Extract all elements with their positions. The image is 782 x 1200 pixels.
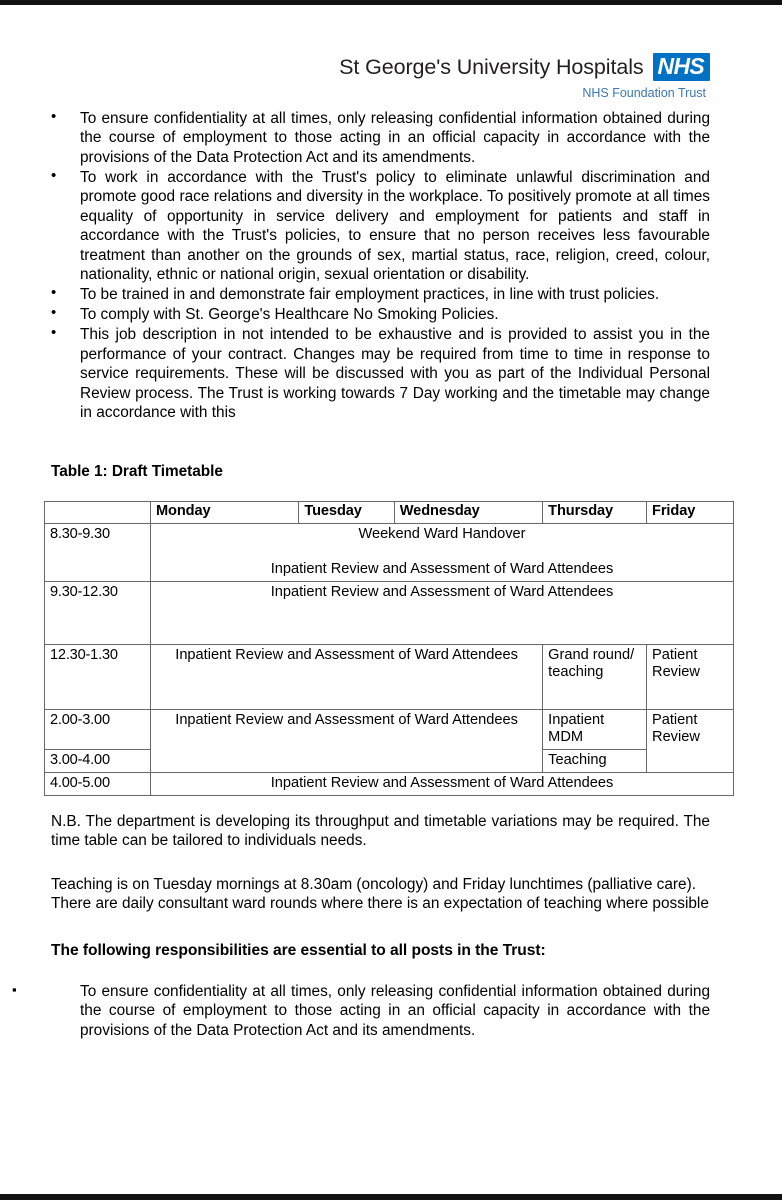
list-item: ▪ To ensure confidentiality at all times, only releasing confidential information obtained during the course of employment to those acting in an official capacity in accordance with the provisions of the Data Protection Act and its amendments. — [0, 982, 782, 1040]
row-thursday-cell: Inpatient MDM — [543, 709, 647, 750]
logo-row — [339, 53, 710, 81]
list-item: • To comply with St. George's Healthcare No Smoking Policies. — [0, 305, 782, 324]
document-body — [0, 109, 782, 1041]
nhs-logo-icon: NHS — [653, 53, 710, 81]
row-time: 3.00-4.00 — [45, 750, 151, 773]
timetable-wrapper — [0, 501, 782, 796]
row-time: 2.00-3.00 — [45, 709, 151, 750]
row-all-days-cell: Inpatient Review and Assessment of Ward Attendees — [150, 773, 733, 796]
column-header-thursday: Thursday — [543, 502, 647, 524]
column-header-blank — [45, 502, 151, 524]
list-item: • To ensure confidentiality at all times, only releasing confidential information obtained during the course of employment to those acting in an official capacity in accordance with the provisions of the Data Protection Act and its amendments. — [0, 109, 782, 167]
row-mon-wed-cell: Inpatient Review and Assessment of Ward Attendees — [150, 709, 542, 772]
draft-timetable — [44, 501, 734, 796]
row-friday-cell: Patient Review — [647, 644, 734, 709]
column-header-friday: Friday — [647, 502, 734, 524]
list-item: • This job description in not intended to be exhaustive and is provided to assist you in the performance of your contract. Changes may be required from time to time in response to service requirements. These will be discussed with you as part of the Individual Personal Review process. The Trust is working towards 7 Day working and the timetable may change in accordance with this — [0, 325, 782, 422]
table-row — [45, 709, 734, 750]
top-responsibilities-list — [0, 109, 782, 423]
teaching-note: Teaching is on Tuesday mornings at 8.30am (oncology) and Friday lunchtimes (palliative care). There are daily consultant ward rounds where there is an expectation of teaching where possible — [51, 875, 709, 913]
essential-responsibilities-heading: The following responsibilities are essential to all posts in the Trust: — [51, 941, 546, 959]
row-all-days-cell — [150, 524, 733, 582]
handover-text: Weekend Ward Handover — [358, 526, 526, 543]
column-header-wednesday: Wednesday — [394, 502, 542, 524]
table-caption: Table 1: Draft Timetable — [51, 463, 223, 481]
document-page — [0, 5, 782, 1194]
trust-logo-header — [0, 53, 782, 100]
row-time: 8.30-9.30 — [45, 524, 151, 582]
blank-line — [156, 544, 728, 561]
foundation-trust-label: NHS Foundation Trust — [582, 86, 706, 100]
row-friday-cell: Patient Review — [647, 709, 734, 772]
column-header-tuesday: Tuesday — [299, 502, 394, 524]
column-header-monday: Monday — [150, 502, 298, 524]
table-row — [45, 644, 734, 709]
table-row — [45, 773, 734, 796]
row-thursday-cell: Teaching — [543, 750, 647, 773]
row-time: 9.30-12.30 — [45, 581, 151, 644]
list-item: • To work in accordance with the Trust's policy to eliminate unlawful discrimination and promote good race relations and diversity in the workplace. To positively promote at all times equality of opportunity in service delivery and employment for patients and staff in accordance with the Trust's policies, to ensure that no person receives less favourable treatment than another on the grounds of sex, martial status, race, religion, creed, colour, nationality, ethnic or national origin, sexual orientation or disability. — [0, 168, 782, 285]
table-row — [45, 524, 734, 582]
row-all-days-cell: Inpatient Review and Assessment of Ward Attendees — [150, 581, 733, 644]
inpatient-review-text: Inpatient Review and Assessment of Ward Attendees — [270, 560, 614, 577]
scan-edge-bottom — [0, 1194, 782, 1200]
row-thursday-cell: Grand round/ teaching — [543, 644, 647, 709]
trust-name: St George's University Hospitals — [339, 54, 644, 79]
essential-responsibilities-list — [0, 982, 782, 1040]
nb-note: N.B. The department is developing its throughput and timetable variations may be required. The time table can be tailored to individuals needs. — [51, 812, 710, 850]
row-time: 4.00-5.00 — [45, 773, 151, 796]
row-time: 12.30-1.30 — [45, 644, 151, 709]
list-item: • To be trained in and demonstrate fair employment practices, in line with trust policies. — [0, 285, 782, 304]
table-row — [45, 581, 734, 644]
table-header-row — [45, 502, 734, 524]
row-mon-wed-cell: Inpatient Review and Assessment of Ward Attendees — [150, 644, 542, 709]
